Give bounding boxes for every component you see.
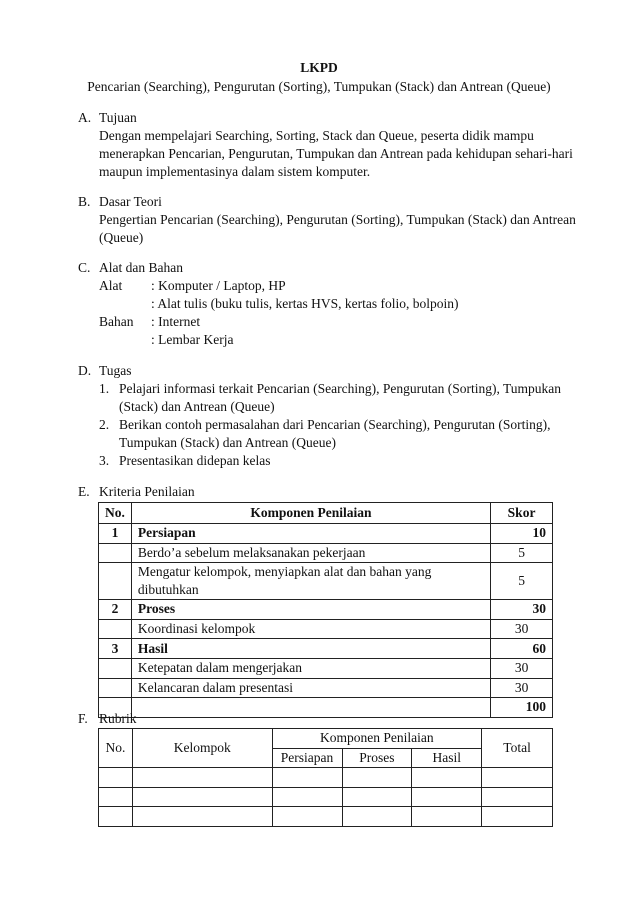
rubric-cell[interactable] bbox=[412, 807, 482, 827]
task-line: Berikan contoh permasalahan dari Pencarian (Searching), Pengurutan (Sorting), bbox=[119, 417, 551, 432]
cell-no bbox=[99, 563, 132, 600]
rubric-header-komponen: Komponen Penilaian bbox=[272, 729, 482, 749]
table-row bbox=[99, 698, 553, 718]
header-skor: Skor bbox=[491, 503, 553, 524]
section-b-line: Pengertian Pencarian (Searching), Pengurutan (Sorting), Tumpukan (Stack) dan Antrean bbox=[99, 212, 576, 227]
section-a-letter: A. bbox=[78, 110, 92, 125]
cell-komponen bbox=[131, 698, 490, 718]
cell-no: 2 bbox=[99, 600, 132, 620]
section-c-letter: C. bbox=[78, 260, 91, 275]
material-value: : Internet bbox=[151, 314, 201, 329]
cell-komponen: Proses bbox=[131, 600, 490, 620]
section-e-heading: Kriteria Penilaian bbox=[99, 484, 195, 499]
material-key: Bahan bbox=[99, 314, 134, 329]
section-d-letter: D. bbox=[78, 363, 92, 378]
rubric-header-total: Total bbox=[482, 729, 553, 768]
cell-no: 3 bbox=[99, 639, 132, 659]
cell-skor: 30 bbox=[491, 600, 553, 620]
cell-no: 1 bbox=[99, 524, 132, 544]
cell-komponen: Kelancaran dalam presentasi bbox=[131, 678, 490, 698]
section-f-heading: Rubrik bbox=[99, 711, 137, 726]
material-key: Alat bbox=[99, 278, 123, 293]
table-row bbox=[99, 563, 553, 600]
cell-skor: 5 bbox=[491, 563, 553, 600]
rubric-cell[interactable] bbox=[132, 807, 272, 827]
cell-komponen: Hasil bbox=[131, 639, 490, 659]
rubric-header-row bbox=[99, 729, 553, 749]
cell-komponen: Ketepatan dalam mengerjakan bbox=[131, 658, 490, 678]
cell-skor: 30 bbox=[491, 619, 553, 639]
cell-no bbox=[99, 619, 132, 639]
section-f-letter: F. bbox=[78, 711, 88, 726]
cell-komponen: Mengatur kelompok, menyiapkan alat dan bahan yang dibutuhkan bbox=[131, 563, 490, 600]
rubric-cell[interactable] bbox=[482, 787, 553, 807]
section-a-line: menerapkan Pencarian, Pengurutan, Tumpukan dan Antrean pada kehidupan sehari-hari bbox=[99, 146, 573, 161]
rubric-cell[interactable] bbox=[99, 768, 133, 788]
cell-skor: 5 bbox=[491, 543, 553, 563]
section-e-letter: E. bbox=[78, 484, 90, 499]
criteria-table bbox=[98, 502, 553, 718]
section-b-heading: Dasar Teori bbox=[99, 194, 162, 209]
doc-title: LKPD bbox=[300, 60, 338, 75]
rubric-cell[interactable] bbox=[272, 768, 342, 788]
header-no: No. bbox=[99, 503, 132, 524]
header-komponen: Komponen Penilaian bbox=[131, 503, 490, 524]
section-a-line: maupun implementasinya dalam sistem komputer. bbox=[99, 164, 371, 179]
cell-no bbox=[99, 658, 132, 678]
rubric-cell[interactable] bbox=[482, 768, 553, 788]
rubric-row bbox=[99, 807, 553, 827]
rubric-cell[interactable] bbox=[99, 787, 133, 807]
rubric-cell[interactable] bbox=[272, 787, 342, 807]
rubric-row bbox=[99, 768, 553, 788]
rubric-cell[interactable] bbox=[412, 787, 482, 807]
cell-skor: 30 bbox=[491, 678, 553, 698]
section-b-letter: B. bbox=[78, 194, 91, 209]
task-line: Presentasikan didepan kelas bbox=[119, 453, 271, 468]
rubric-cell[interactable] bbox=[132, 768, 272, 788]
section-c-heading: Alat dan Bahan bbox=[99, 260, 183, 275]
doc-subtitle: Pencarian (Searching), Pengurutan (Sorting), Tumpukan (Stack) dan Antrean (Queue) bbox=[87, 79, 551, 94]
table-row bbox=[99, 524, 553, 544]
cell-skor: 60 bbox=[491, 639, 553, 659]
rubric-cell[interactable] bbox=[342, 768, 412, 788]
rubric-header-no: No. bbox=[99, 729, 133, 768]
table-row bbox=[99, 678, 553, 698]
section-a-line: Dengan mempelajari Searching, Sorting, Stack dan Queue, peserta didik mampu bbox=[99, 128, 534, 143]
rubric-cell[interactable] bbox=[482, 807, 553, 827]
section-d-heading: Tugas bbox=[99, 363, 132, 378]
rubric-cell[interactable] bbox=[412, 768, 482, 788]
cell-skor: 30 bbox=[491, 658, 553, 678]
rubric-row bbox=[99, 787, 553, 807]
rubric-sub-hasil: Hasil bbox=[412, 748, 482, 768]
table-row bbox=[99, 600, 553, 620]
rubric-sub-proses: Proses bbox=[342, 748, 412, 768]
rubric-cell[interactable] bbox=[99, 807, 133, 827]
table-row bbox=[99, 639, 553, 659]
task-number: 1. bbox=[99, 381, 110, 396]
cell-skor: 100 bbox=[491, 698, 553, 718]
table-row bbox=[99, 543, 553, 563]
cell-no bbox=[99, 678, 132, 698]
cell-komponen: Persiapan bbox=[131, 524, 490, 544]
task-line: Tumpukan (Stack) dan Antrean (Queue) bbox=[119, 435, 336, 450]
section-a-heading: Tujuan bbox=[99, 110, 137, 125]
task-number: 3. bbox=[99, 453, 110, 468]
table-row bbox=[99, 619, 553, 639]
rubric-cell[interactable] bbox=[342, 787, 412, 807]
rubric-cell[interactable] bbox=[272, 807, 342, 827]
rubric-sub-persiapan: Persiapan bbox=[272, 748, 342, 768]
rubric-cell[interactable] bbox=[132, 787, 272, 807]
material-value: : Alat tulis (buku tulis, kertas HVS, kertas folio, bolpoin) bbox=[151, 296, 459, 311]
cell-komponen: Berdo’a sebelum melaksanakan pekerjaan bbox=[131, 543, 490, 563]
cell-komponen: Koordinasi kelompok bbox=[131, 619, 490, 639]
task-number: 2. bbox=[99, 417, 110, 432]
rubric-header-kelompok: Kelompok bbox=[132, 729, 272, 768]
rubric-table bbox=[98, 728, 553, 827]
material-value: : Komputer / Laptop, HP bbox=[151, 278, 286, 293]
rubric-cell[interactable] bbox=[342, 807, 412, 827]
cell-skor: 10 bbox=[491, 524, 553, 544]
task-line: (Stack) dan Antrean (Queue) bbox=[119, 399, 275, 414]
table-header-row bbox=[99, 503, 553, 524]
cell-no bbox=[99, 543, 132, 563]
task-line: Pelajari informasi terkait Pencarian (Searching), Pengurutan (Sorting), Tumpukan bbox=[119, 381, 562, 396]
section-b-line: (Queue) bbox=[99, 230, 144, 245]
table-row bbox=[99, 658, 553, 678]
material-value: : Lembar Kerja bbox=[151, 332, 234, 347]
